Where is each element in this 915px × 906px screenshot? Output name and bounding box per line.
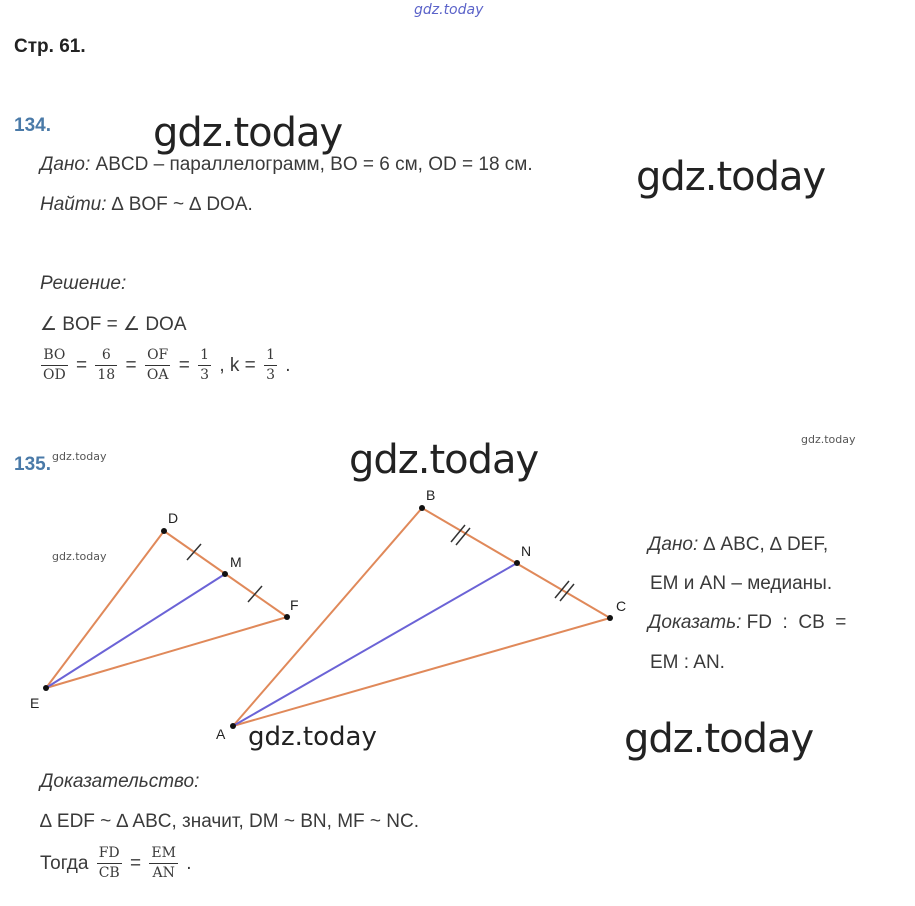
vertex-n <box>514 560 520 566</box>
task-134-ratio-line <box>38 348 291 384</box>
task-134-number: 134. <box>14 115 51 136</box>
fraction-fd-cb: $\frac{FD}{CB}$ <box>98 845 120 882</box>
tick-nc-1 <box>555 581 569 598</box>
task-135-prove-cont: EM : AN. <box>650 652 725 673</box>
vertex-a <box>230 723 236 729</box>
label-n: N <box>521 543 532 559</box>
vertex-f <box>284 614 290 620</box>
watermark-small-2: gdz.today <box>52 550 107 563</box>
vertex-d <box>161 528 167 534</box>
prove-text: FD : CB = <box>741 612 847 633</box>
equals-sign: = <box>125 354 137 376</box>
fraction-k: $\frac{1}{3}$ <box>266 347 275 384</box>
watermark-large-4: gdz.today <box>624 716 814 762</box>
label-m: M <box>230 554 242 570</box>
watermark-small-3: gdz.today <box>801 433 856 446</box>
task-135-number: 135. <box>14 454 51 475</box>
period: . <box>285 354 291 376</box>
tick-bn-1 <box>451 525 465 542</box>
task-135-medians: EM и AN – медианы. <box>650 573 833 594</box>
task-134-solution-label: Решение: <box>40 273 127 294</box>
tick-mf <box>248 586 262 602</box>
equals-sign: = <box>178 354 190 376</box>
side-ef <box>46 617 287 688</box>
find-label: Найти: <box>40 194 107 215</box>
median-an <box>233 563 517 726</box>
tick-bn-2 <box>456 528 470 545</box>
fraction-6-18: $\frac{6}{18}$ <box>97 347 116 384</box>
given-text: ∆ ABC, ∆ DEF, <box>698 534 829 555</box>
task-135-proof-label: Доказательство: <box>40 771 200 792</box>
fraction-1-3: $\frac{1}{3}$ <box>200 347 210 384</box>
watermark-large-2: gdz.today <box>636 154 826 200</box>
side-ab <box>233 508 422 726</box>
given-text: ABCD – параллелограмм, BO = 6 см, OD = 18 см. <box>90 154 533 175</box>
label-b: B <box>426 487 436 503</box>
task-135-proof-line: ∆ EDF ~ ∆ ABC, значит, DM ~ BN, MF ~ NC. <box>40 811 420 832</box>
page-reference: Стр. 61. <box>14 36 86 57</box>
watermark-large-1: gdz.today <box>153 110 343 156</box>
vertex-e <box>43 685 49 691</box>
find-text: ∆ BOF ~ ∆ DOA. <box>106 194 253 215</box>
given-label: Дано: <box>648 534 699 555</box>
equals-sign: = <box>75 354 88 376</box>
median-em <box>46 574 225 688</box>
task-134-angle-equality: ∠ BOF = ∠ DOA <box>40 314 187 335</box>
then-text: Тогда <box>40 852 89 874</box>
given-label: Дано: <box>40 154 91 175</box>
fraction-em-an: $\frac{EM}{AN}$ <box>151 845 176 882</box>
task-135-conclusion <box>40 846 192 882</box>
watermark-medium: gdz.today <box>248 722 377 752</box>
fraction-of-oa: $\frac{OF}{OA}$ <box>146 347 169 384</box>
period: . <box>186 852 192 874</box>
fraction-bo-od: $\frac{BO}{OD}$ <box>43 347 66 384</box>
task-135-prove <box>648 612 846 634</box>
watermark-small-1: gdz.today <box>52 450 107 463</box>
watermark-large-3: gdz.today <box>349 437 539 483</box>
vertex-c <box>607 615 613 621</box>
task-135-given <box>648 534 828 556</box>
prove-label: Доказать: <box>648 612 742 633</box>
triangles-figure <box>0 480 640 750</box>
task-134-find <box>40 194 253 216</box>
task-134-given <box>40 154 533 176</box>
label-f: F <box>290 597 299 613</box>
vertex-b <box>419 505 425 511</box>
label-c: C <box>616 598 627 614</box>
side-ac <box>233 618 610 726</box>
watermark-top: gdz.today <box>414 2 484 18</box>
k-text: , k = <box>219 354 256 376</box>
equals-sign: = <box>129 852 142 874</box>
tick-nc-2 <box>560 584 574 601</box>
label-a: A <box>216 726 226 742</box>
label-d: D <box>168 510 179 526</box>
vertex-m <box>222 571 228 577</box>
side-de <box>46 531 164 688</box>
label-e: E <box>30 695 40 711</box>
tick-dm <box>187 544 201 560</box>
